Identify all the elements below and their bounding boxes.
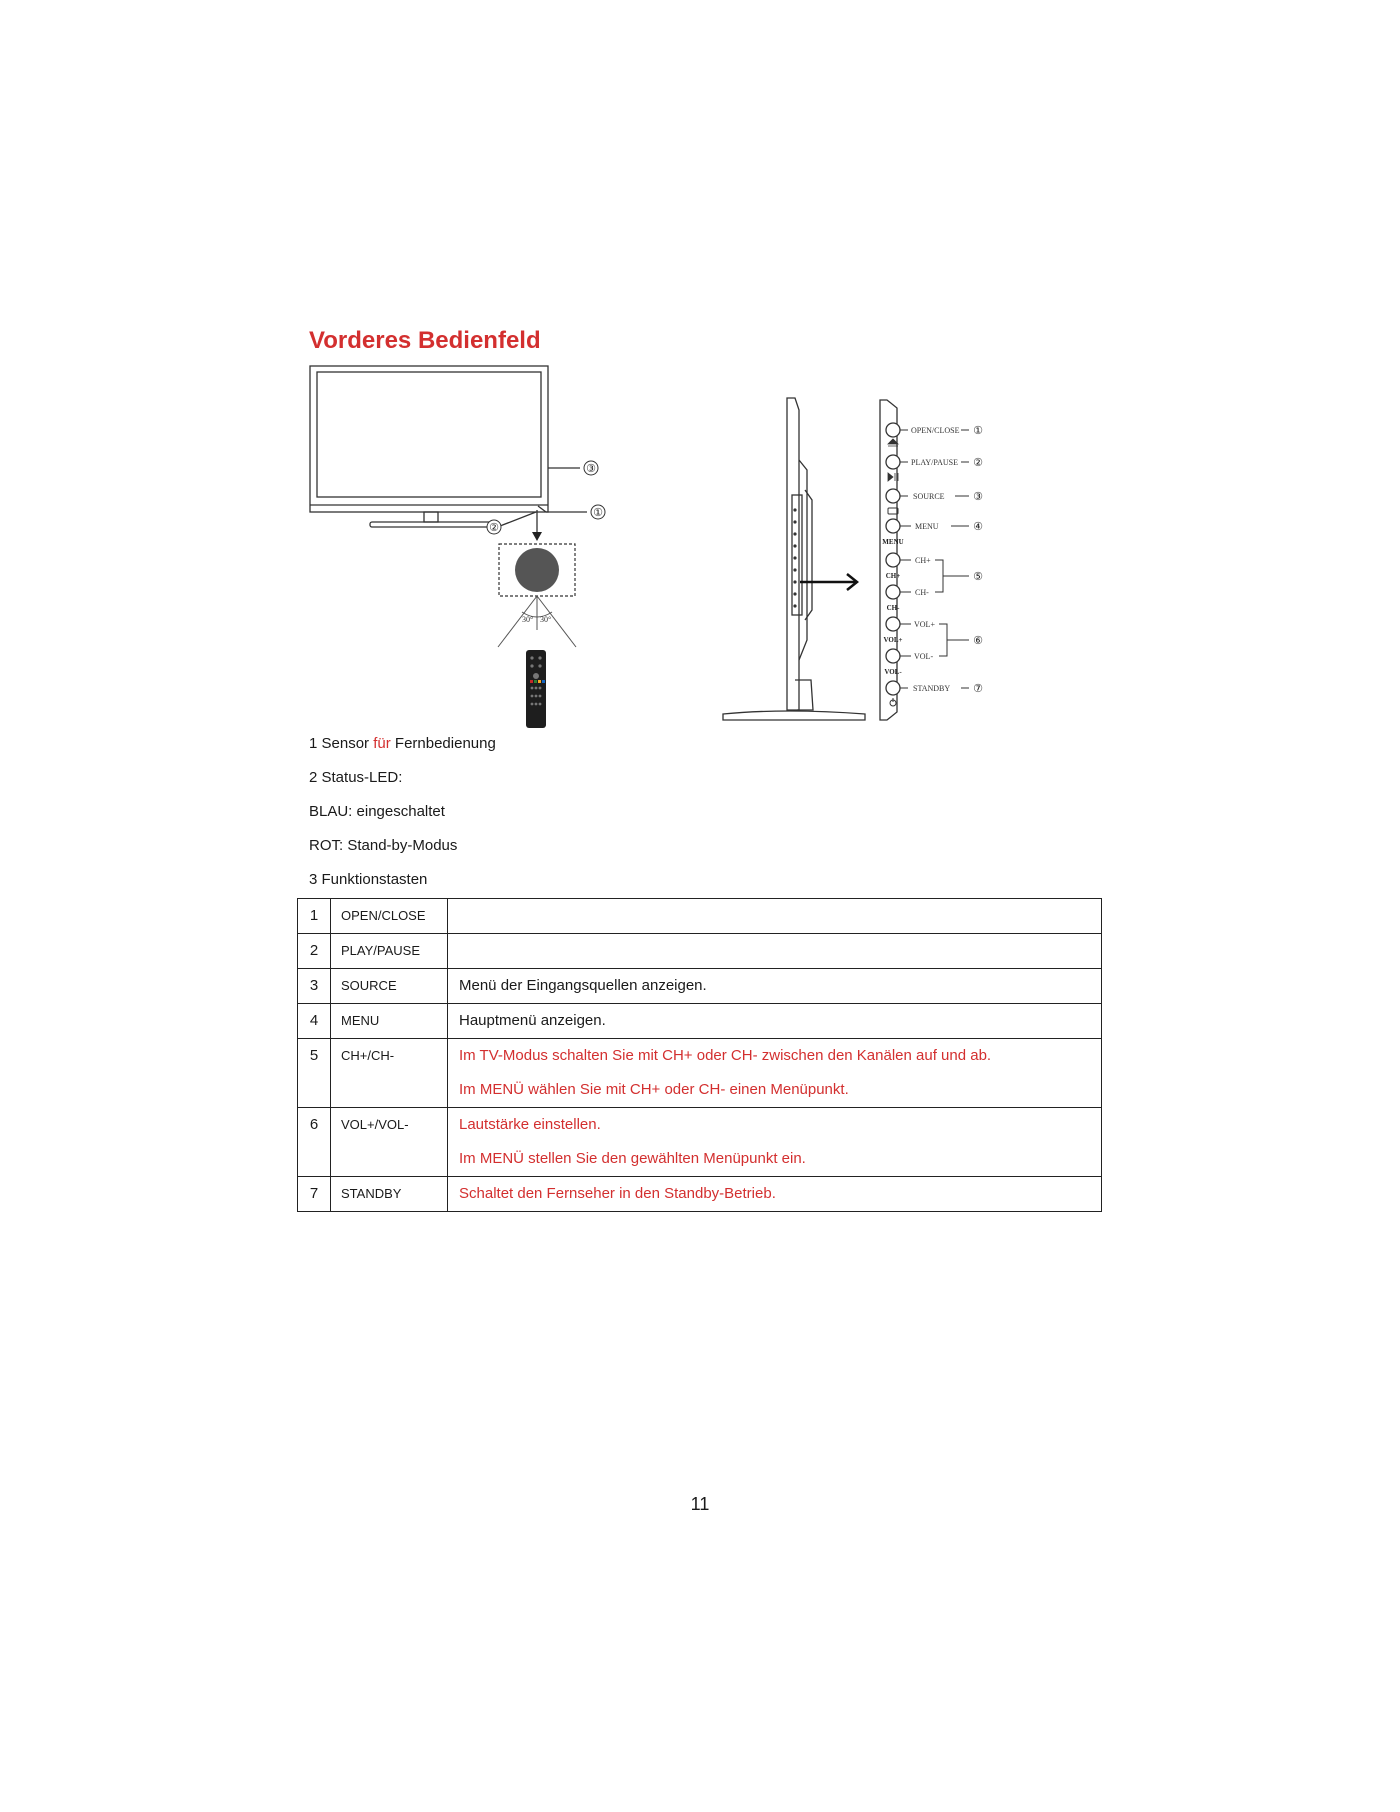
svg-text:MENU: MENU bbox=[915, 522, 939, 531]
callout-1: ① bbox=[593, 507, 603, 519]
tv-side-view-figure bbox=[715, 390, 1015, 730]
svg-text:CH-: CH- bbox=[915, 588, 929, 597]
svg-text:CH+: CH+ bbox=[915, 556, 931, 565]
svg-text:CH-: CH- bbox=[886, 604, 900, 612]
angle-label-right: 30° bbox=[540, 615, 552, 624]
svg-text:④: ④ bbox=[973, 521, 983, 533]
page-number: 11 bbox=[690, 1494, 710, 1514]
note-blue: BLAU: eingeschaltet bbox=[309, 803, 445, 820]
side-button-ch-plus bbox=[886, 553, 931, 580]
svg-text:OPEN/CLOSE: OPEN/CLOSE bbox=[911, 426, 960, 435]
side-button-open-close bbox=[886, 423, 983, 446]
ir-sensor bbox=[515, 548, 559, 592]
function-keys-table bbox=[297, 898, 1102, 1212]
svg-text:VOL-: VOL- bbox=[914, 652, 934, 661]
side-button-ch-minus bbox=[886, 585, 929, 612]
svg-text:⑦: ⑦ bbox=[973, 683, 983, 695]
tv-side-profile bbox=[787, 398, 799, 710]
legend-notes bbox=[309, 734, 496, 904]
table-row: 5 CH+/CH- Im TV-Modus schalten Sie mit CH+ oder CH- zwischen den Kanälen auf und ab. Im MENÜ wählen Sie mit CH+ oder CH- einen Menüpunkt. bbox=[298, 1039, 1102, 1108]
side-button-vol-minus bbox=[884, 649, 933, 676]
table-row: 1 OPEN/CLOSE bbox=[298, 899, 1102, 934]
tv-side-stand bbox=[723, 711, 865, 720]
svg-text:SOURCE: SOURCE bbox=[913, 492, 945, 501]
svg-text:③: ③ bbox=[973, 491, 983, 503]
page-title: Vorderes Bedienfeld bbox=[309, 327, 541, 354]
svg-text:STANDBY: STANDBY bbox=[913, 684, 951, 693]
note-red: ROT: Stand-by-Modus bbox=[309, 837, 458, 854]
side-button-source bbox=[886, 489, 983, 514]
svg-text:MENU: MENU bbox=[882, 538, 904, 546]
tv-neck bbox=[424, 512, 438, 522]
svg-text:VOL+: VOL+ bbox=[883, 636, 903, 644]
callout-vol: ⑥ bbox=[973, 635, 983, 647]
callout-3: ③ bbox=[586, 463, 596, 475]
svg-text:①: ① bbox=[973, 425, 983, 437]
side-button-play-pause bbox=[886, 455, 983, 481]
table-row: 4 MENU Hauptmenü anzeigen. bbox=[298, 1004, 1102, 1039]
table-row: 3 SOURCE Menü der Eingangsquellen anzeigen. bbox=[298, 969, 1102, 1004]
callout-ch: ⑤ bbox=[973, 571, 983, 583]
side-button-standby bbox=[886, 681, 983, 706]
svg-text:CH+: CH+ bbox=[885, 572, 901, 580]
table-row: 7 STANDBY Schaltet den Fernseher in den Standby-Betrieb. bbox=[298, 1177, 1102, 1212]
svg-text:PLAY/PAUSE: PLAY/PAUSE bbox=[911, 458, 958, 467]
callout-2: ② bbox=[489, 522, 499, 534]
note-status-led: 2 Status-LED: bbox=[309, 769, 403, 786]
tv-stand-base bbox=[370, 522, 492, 527]
note-function-keys: 3 Funktionstasten bbox=[309, 871, 428, 888]
svg-text:②: ② bbox=[973, 457, 983, 469]
angle-label-left: 30° bbox=[522, 615, 534, 624]
svg-text:VOL-: VOL- bbox=[884, 668, 902, 676]
tv-bezel bbox=[310, 366, 548, 512]
tv-front-view-figure bbox=[300, 360, 620, 730]
table-row: 6 VOL+/VOL- Lautstärke einstellen. Im MENÜ stellen Sie den gewählten Menüpunkt ein. bbox=[298, 1108, 1102, 1177]
table-row: 2 PLAY/PAUSE bbox=[298, 934, 1102, 969]
svg-text:VOL+: VOL+ bbox=[914, 620, 935, 629]
tv-screen bbox=[317, 372, 541, 497]
side-button-vol-plus bbox=[883, 617, 935, 644]
note-sensor: 1 Sensor für Fernbedienung bbox=[309, 735, 496, 752]
